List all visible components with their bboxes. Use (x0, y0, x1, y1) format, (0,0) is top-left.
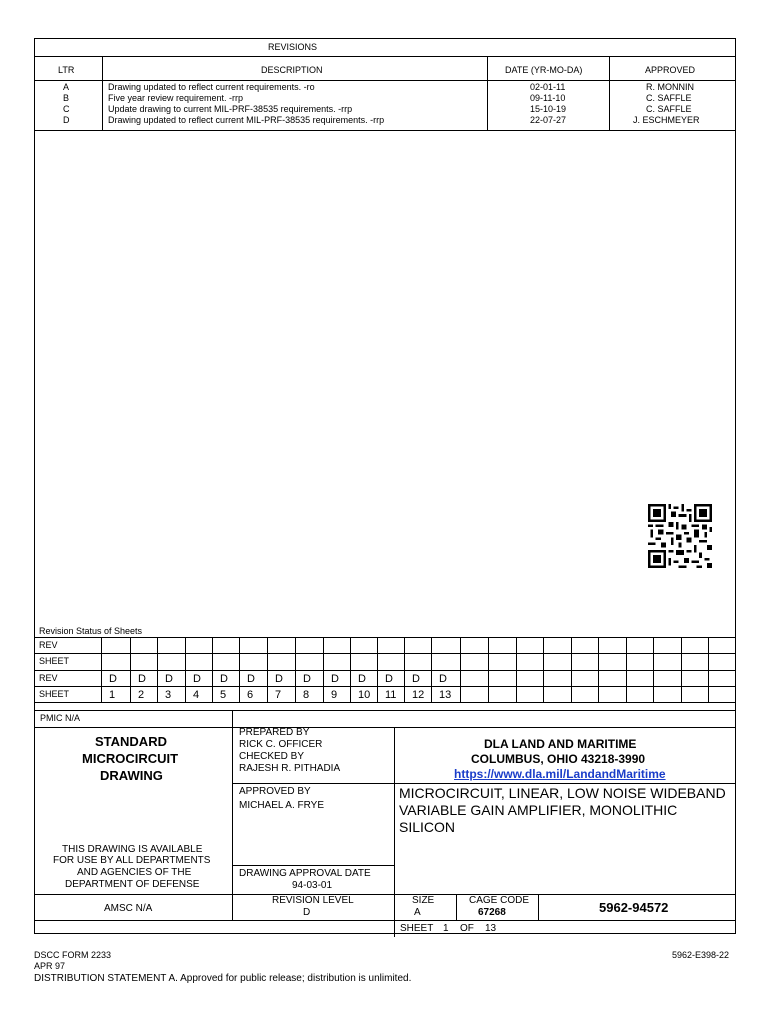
size-label: SIZE (412, 895, 435, 906)
rev-cell: D (385, 673, 393, 685)
sheet-cell: 1 (109, 689, 116, 701)
drawing-title-line3: SILICON (399, 819, 456, 835)
sheet-label: SHEET (39, 656, 70, 666)
standard-title: STANDARD (95, 734, 167, 749)
pmic-label: PMIC N/A (40, 713, 81, 723)
form-number: DSCC FORM 2233 (34, 950, 112, 960)
microcircuit-title: MICROCIRCUIT (82, 751, 179, 766)
cage-code-value: 67268 (478, 907, 506, 918)
rev-cell: D (138, 673, 146, 685)
rev-cell: D (303, 673, 311, 685)
form-date: APR 97 (34, 961, 66, 971)
sheet-cell: 13 (439, 689, 452, 701)
sheet-label: SHEET (400, 923, 434, 934)
sheet-total: 13 (485, 923, 497, 934)
sheet-cell: 7 (275, 689, 282, 701)
sheet-cell: 5 (220, 689, 227, 701)
document-number: 5962-94572 (599, 900, 669, 915)
size-value: A (414, 907, 421, 918)
prepared-by-label: PREPARED BY (239, 727, 310, 738)
sheet-cell: 12 (412, 689, 425, 701)
approved-by-label: APPROVED BY (239, 786, 311, 797)
col-description: DESCRIPTION (261, 65, 323, 75)
sheet-of: OF (460, 923, 474, 934)
sheet-cell: 10 (358, 689, 371, 701)
rev-label: REV (39, 673, 58, 683)
rev-cell: D (220, 673, 228, 685)
rev-cell: D (439, 673, 447, 685)
approved-by-name: MICHAEL A. FRYE (239, 800, 325, 811)
approval-date-value: 94-03-01 (292, 880, 333, 891)
sheet-number: 1 (443, 923, 449, 934)
revision-status-label: Revision Status of Sheets (39, 626, 143, 636)
rev-cell: D (331, 673, 339, 685)
sheet-cell: 4 (193, 689, 200, 701)
sheet-cell: 11 (385, 689, 397, 701)
prepared-by-name: RICK C. OFFICER (239, 739, 323, 750)
rev-cell: D (412, 673, 420, 685)
amsc-label: AMSC N/A (104, 903, 153, 914)
sheet-cell: 6 (247, 689, 254, 701)
approval-date-label: DRAWING APPROVAL DATE (239, 868, 371, 879)
revisions-title: REVISIONS (268, 42, 318, 52)
revision-level-value: D (303, 907, 311, 918)
drawing-title: DRAWING (100, 768, 163, 783)
col-approved: APPROVED (645, 65, 696, 75)
drawing-title-line1: MICROCIRCUIT, LINEAR, LOW NOISE WIDEBAND (399, 785, 726, 801)
col-date: DATE (YR-MO-DA) (505, 65, 583, 75)
rev-label: REV (39, 640, 58, 650)
sheet-cell: 2 (138, 689, 145, 701)
rev-cell: D (275, 673, 283, 685)
col-ltr: LTR (58, 65, 75, 75)
revision-level-label: REVISION LEVEL (272, 895, 354, 906)
rev-cell: D (247, 673, 255, 685)
cage-code-label: CAGE CODE (469, 895, 530, 906)
checked-by-label: CHECKED BY (239, 751, 305, 762)
rev-cell: D (193, 673, 201, 685)
rev-cell: D (358, 673, 366, 685)
sheet-cell: 8 (303, 689, 310, 701)
sheet-cell: 3 (165, 689, 172, 701)
drawing-title-line2: VARIABLE GAIN AMPLIFIER, MONOLITHIC (399, 802, 678, 818)
distribution-statement: DISTRIBUTION STATEMENT A. Approved for public release; distribution is unlimited. (34, 973, 412, 984)
org-url-link[interactable]: https://www.dla.mil/LandandMaritime (454, 767, 666, 781)
checked-by-name: RAJESH R. PITHADIA (239, 763, 341, 774)
org-name: DLA LAND AND MARITIME (484, 737, 637, 751)
sheet-label: SHEET (39, 689, 70, 699)
rev-cell: D (165, 673, 173, 685)
qr-code-icon (648, 504, 712, 568)
org-address: COLUMBUS, OHIO 43218-3990 (471, 752, 646, 766)
rev-cell: D (109, 673, 117, 685)
sheet-cell: 9 (331, 689, 338, 701)
document-code: 5962-E398-22 (672, 950, 730, 960)
